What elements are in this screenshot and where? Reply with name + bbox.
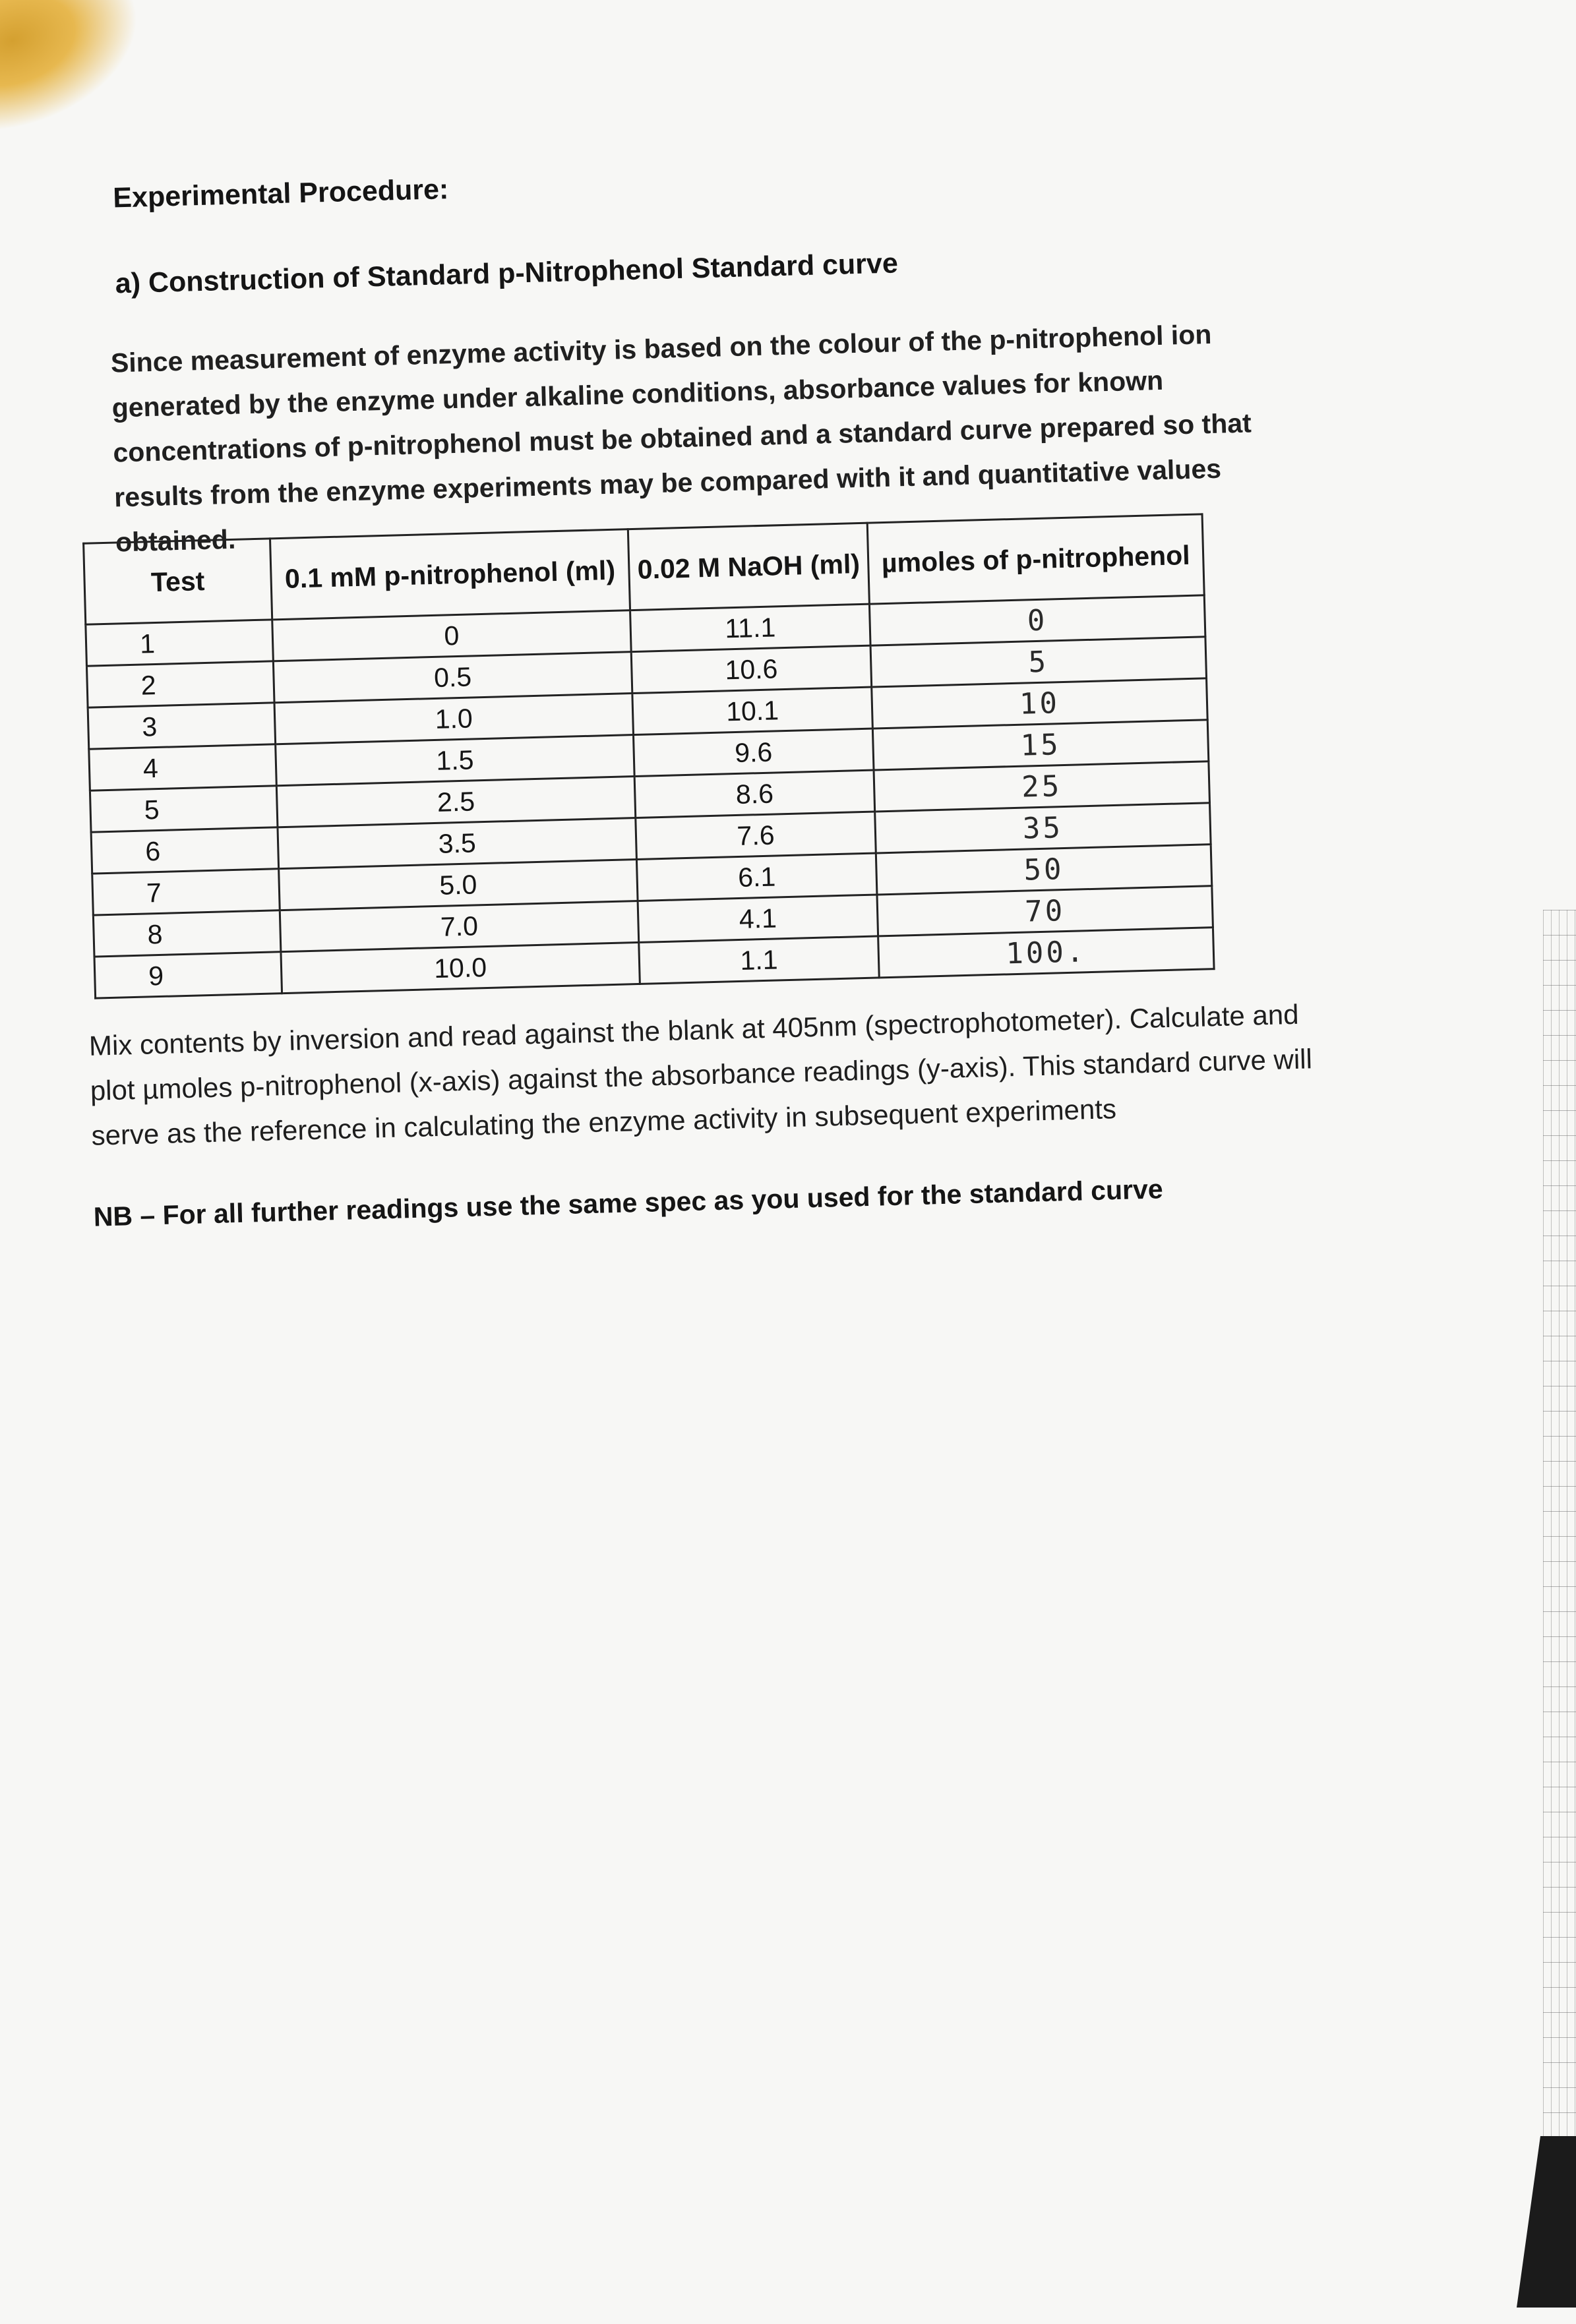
cell-umoles: 0 bbox=[869, 595, 1205, 645]
cell-pnp: 0 bbox=[272, 611, 631, 661]
cell-pnp: 0.5 bbox=[273, 652, 632, 703]
cell-test: 1 bbox=[86, 620, 274, 666]
cell-naoh: 11.1 bbox=[630, 604, 871, 651]
cell-umoles: 100. bbox=[878, 928, 1214, 978]
cell-umoles: 35 bbox=[875, 803, 1211, 853]
cell-pnp: 5.0 bbox=[279, 860, 638, 910]
cell-pnp: 1.0 bbox=[274, 694, 633, 744]
procedure-heading: Experimental Procedure: bbox=[112, 173, 449, 214]
cell-test: 2 bbox=[86, 661, 274, 707]
cell-naoh: 4.1 bbox=[638, 895, 878, 942]
cell-test: 3 bbox=[88, 703, 276, 749]
cell-naoh: 9.6 bbox=[633, 729, 874, 776]
table-body bbox=[86, 595, 1214, 998]
cell-pnp: 10.0 bbox=[281, 942, 640, 993]
cell-naoh: 10.1 bbox=[632, 687, 873, 734]
section-a-heading: a) Construction of Standard p-Nitrophenol Standard curve bbox=[115, 247, 899, 300]
cell-naoh: 1.1 bbox=[639, 936, 880, 984]
cell-umoles: 5 bbox=[870, 637, 1206, 687]
cell-naoh: 6.1 bbox=[636, 853, 877, 901]
cell-naoh: 10.6 bbox=[631, 645, 872, 693]
cell-pnp: 2.5 bbox=[276, 777, 635, 827]
cell-pnp: 3.5 bbox=[278, 818, 636, 869]
instructions-paragraph: Mix contents by inversion and read against the blank at 405nm (spectrophotometer). Calculate and plot µmoles p-nitrophenol (x-axis) against the absorbance readings (y-axis). This standard curve will serve as the reference in calculating the enzyme activity in subsequent experiments bbox=[88, 998, 1313, 1151]
cell-umoles: 15 bbox=[872, 720, 1208, 770]
cell-naoh: 8.6 bbox=[634, 770, 875, 818]
standard-curve-table bbox=[82, 513, 1215, 999]
cell-test: 9 bbox=[94, 952, 282, 998]
cell-test: 8 bbox=[93, 910, 281, 957]
cell-pnp: 7.0 bbox=[280, 901, 638, 951]
cell-test: 4 bbox=[89, 744, 277, 790]
header-naoh: 0.02 M NaOH (ml) bbox=[628, 523, 869, 610]
nb-note: NB – For all further readings use the same spec as you used for the standard curve bbox=[93, 1174, 1164, 1232]
header-umoles: µmoles of p-nitrophenol bbox=[867, 514, 1204, 604]
cell-test: 7 bbox=[92, 869, 280, 915]
intro-paragraph: Since measurement of enzyme activity is based on the colour of the p-nitrophenol ion generated by the enzyme under alkaline conditions, absorbance values for known concentrations of p-nitrophenol must be obtained and a standard curve prepared so that results from the enzyme experiments may be compared with it and quantitative values obtained. bbox=[110, 318, 1252, 558]
cell-pnp: 1.5 bbox=[276, 735, 634, 786]
cell-umoles: 25 bbox=[874, 761, 1209, 812]
cell-test: 5 bbox=[90, 786, 278, 832]
cell-umoles: 70 bbox=[877, 886, 1213, 936]
header-pnp: 0.1 mM p-nitrophenol (ml) bbox=[270, 529, 630, 620]
cell-umoles: 10 bbox=[872, 678, 1207, 729]
header-test: Test bbox=[84, 539, 272, 624]
cell-umoles: 50 bbox=[876, 845, 1211, 895]
cell-naoh: 7.6 bbox=[636, 812, 876, 859]
cell-test: 6 bbox=[91, 827, 279, 874]
